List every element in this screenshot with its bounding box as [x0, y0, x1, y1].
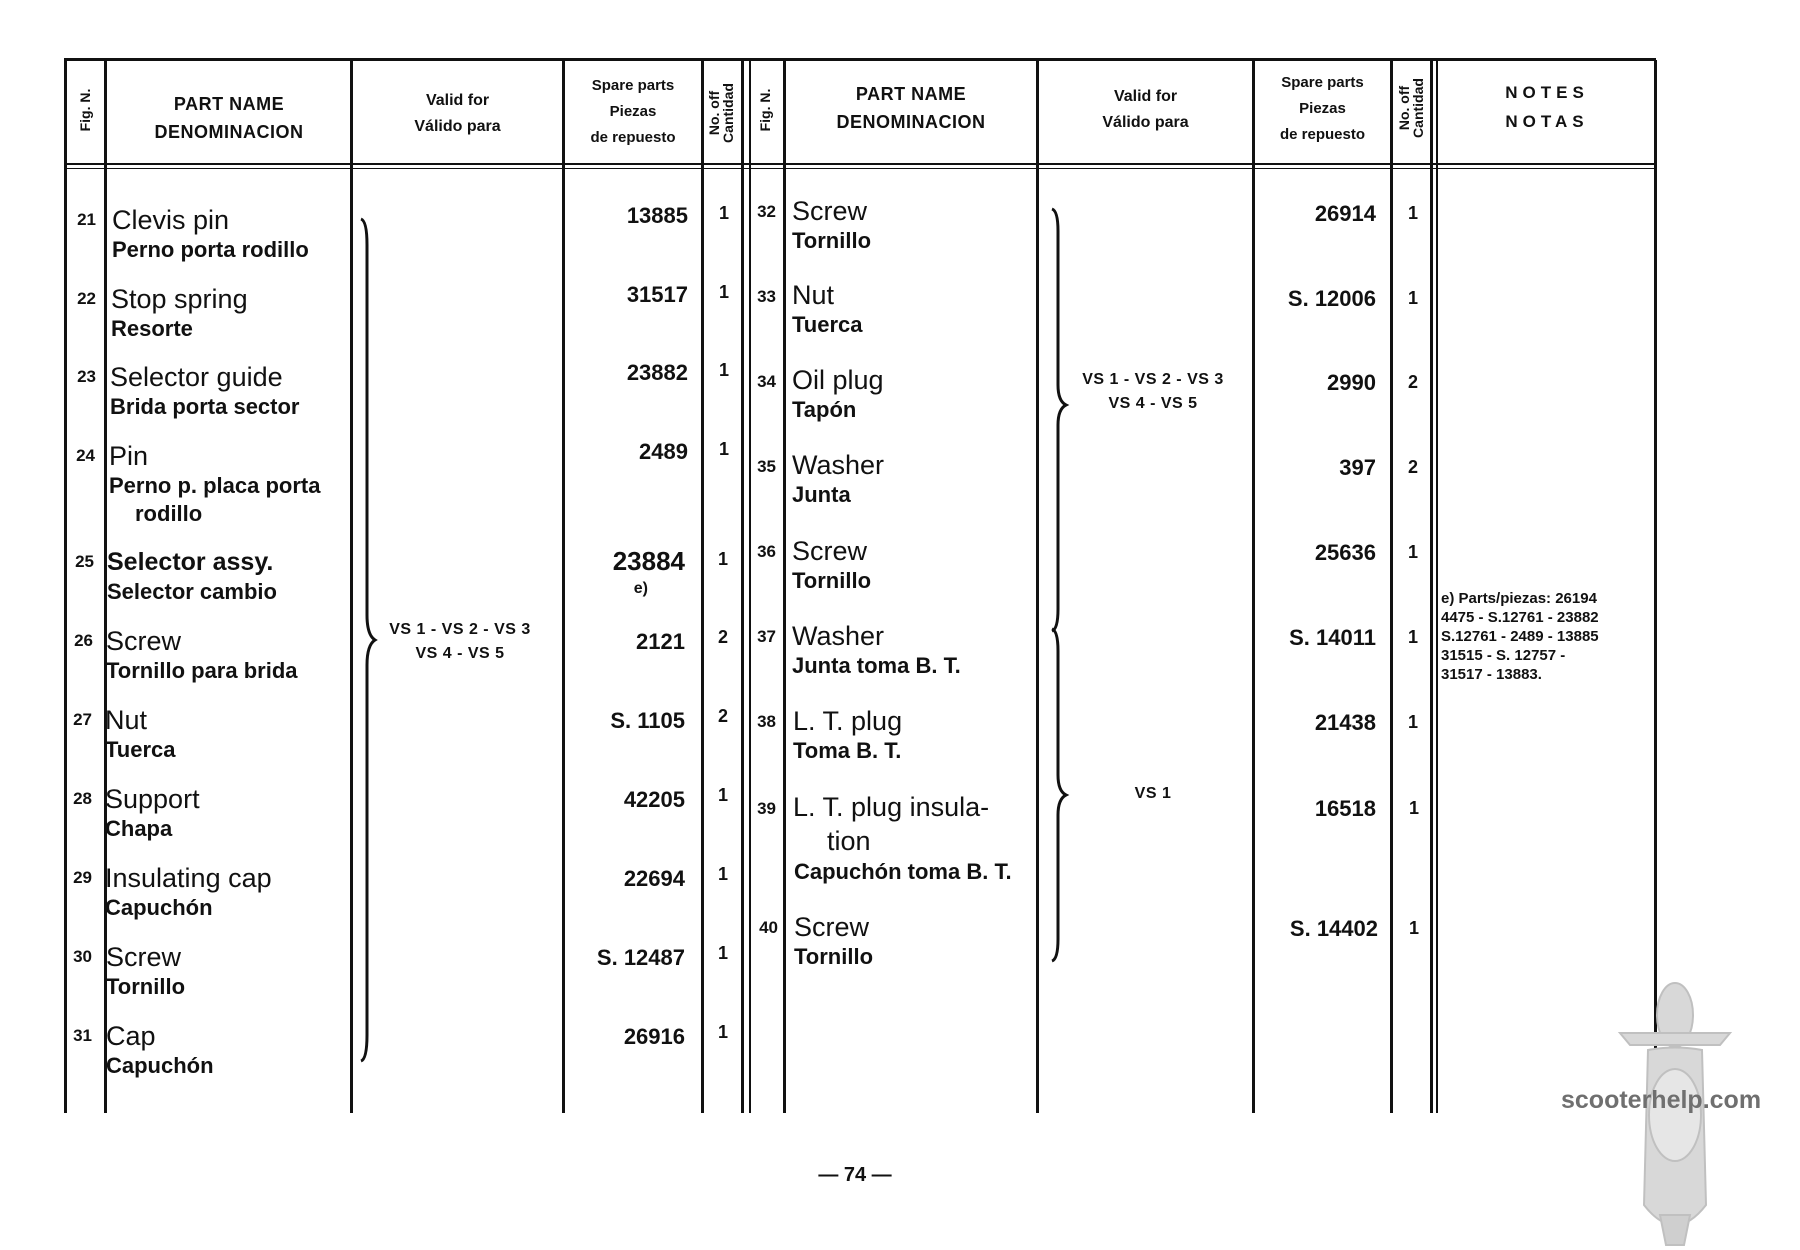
- part-name-es: Capuchón toma B. T.: [794, 859, 1012, 884]
- parts-note: e) Parts/piezas: 26194 4475 - S.12761 - 23882 S.12761 - 2489 - 13885 31515 - S. 12757 - 31517 - 13883.: [1441, 590, 1599, 683]
- part-name-es: Tornillo: [794, 944, 874, 969]
- col-line: [701, 60, 704, 1113]
- part-code: 42205: [623, 787, 685, 812]
- part-code: 16518: [1314, 796, 1376, 821]
- fig-number: 38: [757, 712, 776, 731]
- col-line: [1436, 60, 1438, 1113]
- part-qty: 1: [718, 282, 729, 302]
- part-code: 31517: [626, 282, 688, 307]
- part-name: Screw: [792, 196, 868, 226]
- part-name-es: Tornillo: [792, 228, 872, 253]
- part-name: Cap: [106, 1021, 156, 1051]
- part-qty: 1: [1407, 542, 1418, 562]
- fig-number: 22: [77, 289, 96, 308]
- part-qty: 1: [717, 943, 728, 963]
- header-rule-2: [64, 168, 1656, 169]
- part-qty: 1: [718, 439, 729, 459]
- part-name-es: Capuchón: [106, 1053, 214, 1078]
- part-name: Screw: [794, 912, 870, 942]
- fig-number: 37: [757, 627, 776, 646]
- part-code: 2990: [1327, 370, 1376, 395]
- part-qty: 1: [718, 203, 729, 223]
- right-valid-for-top: VS 1 - VS 2 - VS 3 VS 4 - VS 5: [1082, 371, 1224, 412]
- part-name-es: Tornillo: [106, 974, 186, 999]
- part-name: Screw: [106, 626, 182, 656]
- fig-number: 28: [73, 789, 92, 808]
- part-code: 2489: [639, 439, 688, 464]
- part-qty: 2: [717, 627, 728, 647]
- fig-number: 30: [73, 947, 92, 966]
- part-code: 2121: [636, 629, 685, 654]
- fig-number: 32: [757, 202, 776, 221]
- part-qty: 1: [1407, 627, 1418, 647]
- right-valid-for-bottom: VS 1: [1134, 785, 1172, 802]
- part-name-es: Resorte: [111, 316, 193, 341]
- qty-header-right: No. off Cantidad: [1396, 78, 1426, 138]
- part-code: S. 14402: [1289, 916, 1378, 941]
- part-qty: 2: [1407, 457, 1418, 477]
- part-name: Selector assy.: [107, 548, 274, 576]
- part-code: S. 1105: [610, 708, 685, 733]
- part-name: Insulating cap: [105, 863, 272, 893]
- part-name-es: Capuchón: [105, 895, 213, 920]
- spare-parts-header: Spare parts Piezas de repuesto: [590, 77, 676, 146]
- valid-for-header: Valid for Válido para: [414, 92, 501, 135]
- col-line: [783, 60, 786, 1113]
- part-name-es: Tornillo para brida: [106, 658, 298, 683]
- col-line: [350, 60, 353, 1113]
- part-name: Stop spring: [111, 284, 248, 314]
- part-name: Screw: [792, 536, 868, 566]
- col-line: [1430, 60, 1433, 1113]
- fig-number: 33: [757, 287, 776, 306]
- top-rule: [64, 58, 1656, 61]
- header-rule: [64, 163, 1656, 165]
- part-name-es: Tornillo: [792, 568, 872, 593]
- fig-number: 27: [73, 710, 92, 729]
- fig-number: 36: [757, 542, 776, 561]
- part-code: 21438: [1314, 710, 1376, 735]
- part-qty: 1: [1407, 203, 1418, 223]
- part-name: Support: [105, 784, 200, 814]
- part-name-es: Brida porta sector: [110, 394, 300, 419]
- part-qty: 1: [718, 360, 729, 380]
- part-name: Oil plug: [792, 365, 884, 395]
- part-name: Screw: [106, 942, 182, 972]
- part-name-es: Junta: [792, 482, 851, 507]
- part-name: tion: [827, 826, 871, 856]
- fig-number: 29: [73, 868, 92, 887]
- part-code: 397: [1339, 455, 1376, 480]
- fig-header-right: Fig. N.: [757, 88, 773, 132]
- part-code: 23884: [612, 546, 685, 576]
- fig-number: 34: [757, 372, 776, 391]
- part-code: 13885: [626, 203, 688, 228]
- page-number: — 74 —: [818, 1164, 892, 1186]
- part-name: L. T. plug: [793, 706, 903, 736]
- part-name: Pin: [109, 441, 149, 471]
- fig-number: 24: [76, 446, 95, 465]
- part-name-es: Tapón: [792, 397, 857, 422]
- part-name: Washer: [792, 621, 885, 651]
- part-code: S. 12487: [596, 945, 685, 970]
- part-qty: 1: [1407, 288, 1418, 308]
- part-qty: 1: [1408, 798, 1419, 818]
- watermark-text: scooterhelp.com: [1561, 1086, 1762, 1114]
- part-code: 22694: [623, 866, 685, 891]
- col-line: [1036, 60, 1039, 1113]
- part-name: Washer: [792, 450, 885, 480]
- part-qty: 1: [1408, 918, 1419, 938]
- part-name-es: Perno p. placa porta: [109, 473, 321, 498]
- right-brace-top: [1048, 205, 1072, 635]
- part-code: 26916: [623, 1024, 685, 1049]
- part-code: S. 12006: [1287, 286, 1376, 311]
- col-line: [1390, 60, 1393, 1113]
- part-qty: 2: [717, 706, 728, 726]
- fig-number: 40: [759, 918, 778, 937]
- fig-header: Fig. N.: [77, 88, 93, 132]
- valid-for-header-right: Valid for Válido para: [1102, 88, 1189, 131]
- part-qty: 1: [717, 864, 728, 884]
- notes-header: NOTES NOTAS: [1505, 83, 1589, 131]
- part-name-es: Perno porta rodillo: [112, 237, 309, 262]
- fig-number: 39: [757, 799, 776, 818]
- part-qty: 1: [717, 1022, 728, 1042]
- spare-parts-header-right: Spare parts Piezas de repuesto: [1279, 74, 1366, 143]
- part-qty: 1: [1407, 712, 1418, 732]
- fig-number: 35: [757, 457, 776, 476]
- part-qty: 1: [717, 785, 728, 805]
- part-name: Nut: [792, 280, 835, 310]
- part-code: 26914: [1314, 201, 1376, 226]
- part-name-es: Tuerca: [105, 737, 176, 762]
- part-name-es: Junta toma B. T.: [792, 653, 961, 678]
- part-name: Selector guide: [110, 362, 283, 392]
- part-name-es: Selector cambio: [107, 579, 277, 604]
- part-name: Clevis pin: [112, 205, 230, 235]
- fig-number: 25: [75, 552, 94, 571]
- part-qty: 2: [1407, 372, 1418, 392]
- part-name-header: PART NAME DENOMINACION: [154, 94, 304, 142]
- fig-number: 21: [77, 210, 96, 229]
- part-code: S. 14011: [1289, 625, 1376, 650]
- part-name-header-right: PART NAME DENOMINACION: [836, 84, 986, 132]
- part-qty: 1: [717, 549, 728, 569]
- fig-number: 23: [77, 367, 96, 386]
- left-valid-for: VS 1 - VS 2 - VS 3 VS 4 - VS 5: [389, 621, 531, 662]
- part-code-note: e): [633, 580, 648, 597]
- fig-number: 31: [73, 1026, 92, 1045]
- fig-number: 26: [74, 631, 93, 650]
- col-line: [1654, 60, 1657, 1113]
- part-name-es: rodillo: [135, 501, 203, 526]
- part-name-es: Chapa: [105, 816, 173, 841]
- part-name: L. T. plug insula-: [793, 792, 990, 822]
- part-name-es: Toma B. T.: [793, 738, 902, 763]
- part-code: 25636: [1314, 540, 1376, 565]
- part-code: 23882: [626, 360, 688, 385]
- part-name-es: Tuerca: [792, 312, 863, 337]
- qty-header: No. off Cantidad: [706, 83, 736, 143]
- part-name: Nut: [105, 705, 148, 735]
